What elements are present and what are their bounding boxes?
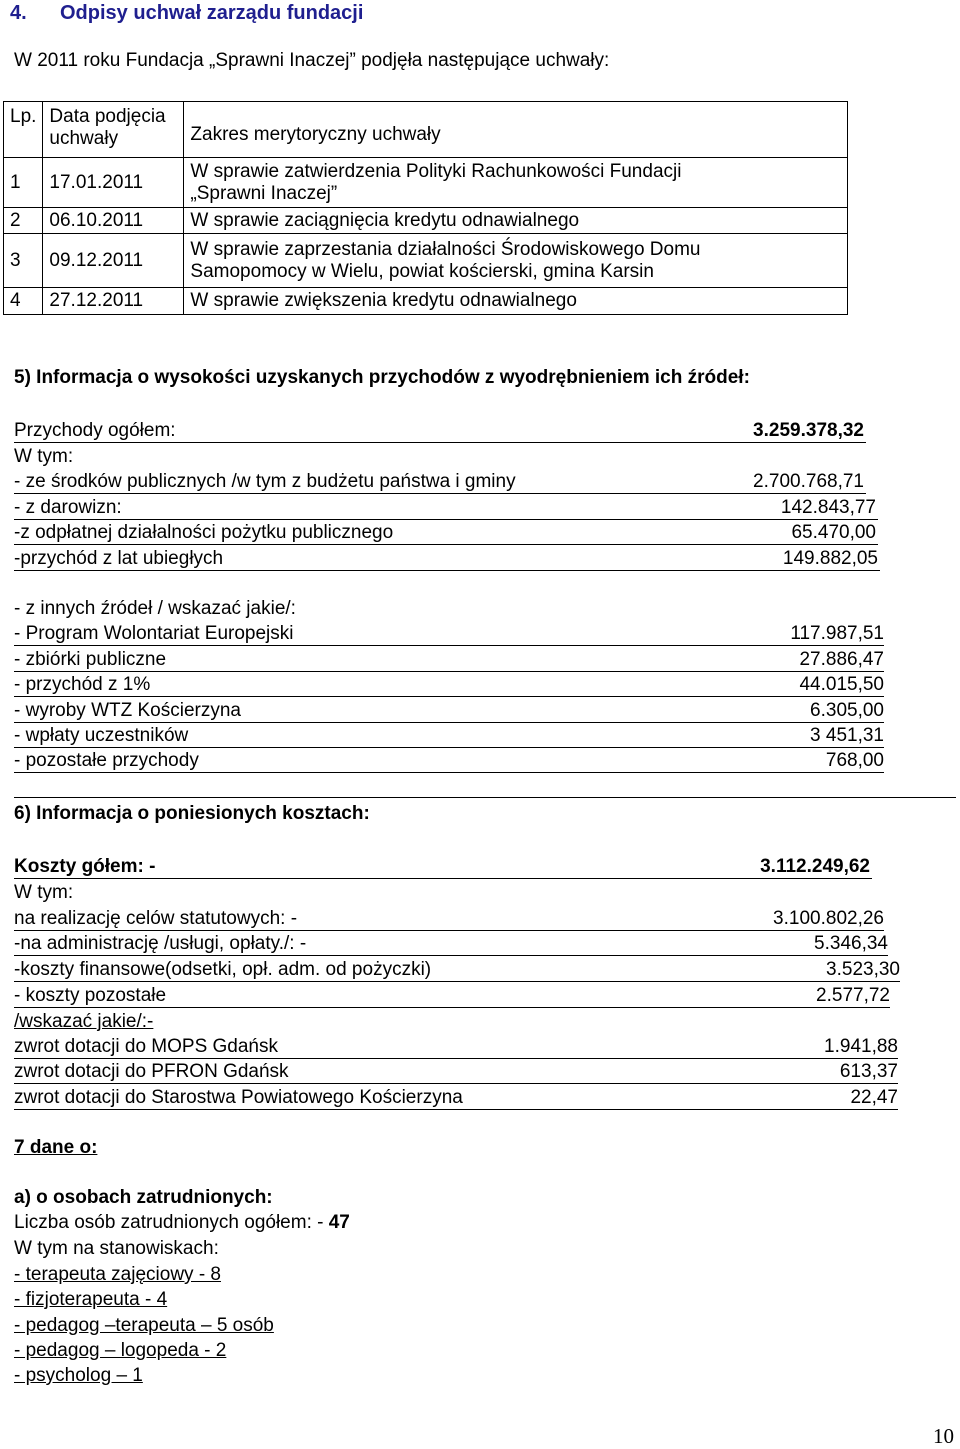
employees-total-label: Liczba osób zatrudnionych ogółem: -: [14, 1212, 329, 1233]
costs-specify-item-value: 613,37: [839, 1061, 898, 1082]
income-total-underline: [14, 442, 866, 443]
income-item-underline: [14, 493, 866, 494]
income-other-item-label: - Program Wolontariat Europejski: [14, 623, 294, 644]
costs-specify-item-label: zwrot dotacji do Starostwa Powiatowego Kościerzyna: [14, 1087, 463, 1108]
section-divider: [14, 797, 956, 798]
position-item: - pedagog – logopeda - 2: [14, 1340, 227, 1361]
position-item: - pedagog –terapeuta – 5 osób: [14, 1315, 274, 1336]
costs-specify-label: /wskazać jakie/:-: [14, 1011, 154, 1032]
table-row: [4, 234, 848, 288]
income-item-value: 2.700.768,71: [753, 471, 864, 492]
income-other-item-underline: [14, 722, 884, 723]
income-other-item-underline: [14, 645, 884, 646]
row-lp: 4: [4, 288, 43, 315]
costs-item-value: 3.100.802,26: [773, 908, 884, 929]
costs-item-underline: [14, 930, 884, 931]
income-item-value: 149.882,05: [782, 548, 878, 569]
costs-item-label: na realizację celów statutowych: -: [14, 908, 298, 929]
income-total-value: 3.259.378,32: [753, 420, 864, 441]
resolutions-table: [3, 101, 848, 315]
page-number: 10: [933, 1424, 954, 1448]
income-other-item-value: 44.015,50: [799, 674, 884, 695]
row-lp: 1: [4, 158, 43, 208]
costs-item-underline: [14, 981, 900, 982]
section-4-intro: W 2011 roku Fundacja „Sprawni Inaczej” podjęła następujące uchwały:: [14, 50, 610, 71]
costs-item-value: 2.577,72: [816, 985, 890, 1006]
income-item-value: 65.470,00: [791, 522, 876, 543]
income-other-item-underline: [14, 696, 884, 697]
income-other-item-label: - przychód z 1%: [14, 674, 151, 695]
costs-total-label: Koszty gółem: -: [14, 856, 156, 877]
costs-total-underline: [14, 878, 872, 879]
costs-total-value: 3.112.249,62: [760, 856, 870, 877]
header-date-line2: uchwały: [49, 128, 119, 149]
row-date: 17.01.2011: [43, 158, 184, 208]
costs-item-label: - koszty pozostałe: [14, 985, 167, 1006]
income-item-label: -przychód z lat ubiegłych: [14, 548, 224, 569]
income-item-value: 142.843,77: [780, 497, 876, 518]
row-scope: [184, 158, 848, 208]
costs-specify-item-label: zwrot dotacji do PFRON Gdańsk: [14, 1061, 289, 1082]
costs-specify-item-underline: [14, 1109, 898, 1110]
costs-specify-item-label: zwrot dotacji do MOPS Gdańsk: [14, 1036, 278, 1057]
section-4-number: 4.: [10, 2, 27, 24]
income-other-item-underline: [14, 747, 884, 748]
costs-item-label: -koszty finansowe(odsetki, opł. adm. od pożyczki): [14, 959, 432, 980]
costs-item-underline: [14, 1007, 890, 1008]
header-date-line1: Data podjęcia: [49, 106, 166, 127]
table-row: [4, 158, 848, 208]
income-wtym: W tym:: [14, 446, 74, 467]
position-item: - terapeuta zajęciowy - 8: [14, 1264, 221, 1285]
income-other-item-label: - zbiórki publiczne: [14, 649, 167, 670]
costs-item-label: -na administrację /usługi, opłaty./: -: [14, 933, 307, 954]
row-scope-line1: W sprawie zatwierdzenia Polityki Rachunkowości Fundacji: [190, 160, 682, 182]
income-other-item-value: 768,00: [825, 750, 884, 771]
row-scope-line2: Samopomocy w Wielu, powiat kościerski, gmina Karsin: [190, 260, 654, 282]
income-item-label: -z odpłatnej działalności pożytku publicznego: [14, 522, 394, 543]
header-scope: Zakres merytoryczny uchwały: [184, 102, 848, 158]
income-other-item-value: 6.305,00: [810, 700, 884, 721]
income-other-item-label: - wpłaty uczestników: [14, 725, 189, 746]
section-4-heading: [10, 2, 363, 24]
section-7-heading: 7 dane o:: [14, 1137, 98, 1158]
costs-item-underline: [14, 955, 888, 956]
income-other-item-value: 117.987,51: [790, 623, 884, 644]
position-item: - fizjoterapeuta - 4: [14, 1289, 168, 1310]
row-date: 27.12.2011: [43, 288, 184, 315]
income-item-label: - ze środków publicznych /w tym z budżetu państwa i gminy: [14, 471, 516, 492]
row-scope: [184, 234, 848, 288]
header-date: [43, 102, 184, 158]
costs-specify-item-value: 22,47: [850, 1087, 898, 1108]
income-total-label: Przychody ogółem:: [14, 420, 176, 441]
row-date: 09.12.2011: [43, 234, 184, 288]
income-item-label: - z darowizn:: [14, 497, 122, 518]
header-lp: Lp.: [4, 102, 43, 158]
income-item-underline: [14, 570, 880, 571]
row-lp: 2: [4, 208, 43, 234]
section-6-heading: 6) Informacja o poniesionych kosztach:: [14, 803, 370, 824]
income-other-item-value: 3 451,31: [810, 725, 884, 746]
table-row: [4, 208, 848, 234]
income-other-item-value: 27.886,47: [799, 649, 884, 670]
income-item-underline: [14, 544, 878, 545]
row-date: 06.10.2011: [43, 208, 184, 234]
row-scope: W sprawie zwiększenia kredytu odnawialnego: [184, 288, 848, 315]
section-4-title: Odpisy uchwał zarządu fundacji: [60, 2, 364, 24]
income-other-item-underline: [14, 772, 884, 773]
row-lp: 3: [4, 234, 43, 288]
table-header-row: [4, 102, 848, 158]
income-other-label: - z innych źródeł / wskazać jakie/:: [14, 598, 296, 619]
income-item-underline: [14, 519, 878, 520]
row-scope-line2: „Sprawni Inaczej”: [190, 182, 338, 204]
positions-label: W tym na stanowiskach:: [14, 1238, 219, 1259]
section-5-heading: 5) Informacja o wysokości uzyskanych przychodów z wyodrębnieniem ich źródeł:: [14, 367, 750, 388]
costs-specify-item-underline: [14, 1058, 898, 1059]
costs-item-value: 3.523,30: [826, 959, 900, 980]
employees-total-count: 47: [328, 1212, 350, 1233]
row-scope-line1: W sprawie zaprzestania działalności Środowiskowego Domu: [190, 238, 701, 260]
costs-specify-item-underline: [14, 1083, 898, 1084]
position-item: - psycholog – 1: [14, 1365, 143, 1386]
costs-item-value: 5.346,34: [814, 933, 888, 954]
table-row: [4, 288, 848, 315]
income-other-item-label: - pozostałe przychody: [14, 750, 199, 771]
row-scope: W sprawie zaciągnięcia kredytu odnawialnego: [184, 208, 848, 234]
costs-specify-item-value: 1.941,88: [824, 1036, 898, 1057]
employees-total: [14, 1212, 350, 1234]
costs-wtym: W tym:: [14, 882, 74, 903]
income-other-item-underline: [14, 671, 884, 672]
employees-heading: a) o osobach zatrudnionych:: [14, 1187, 273, 1208]
income-other-item-label: - wyroby WTZ Kościerzyna: [14, 700, 241, 721]
